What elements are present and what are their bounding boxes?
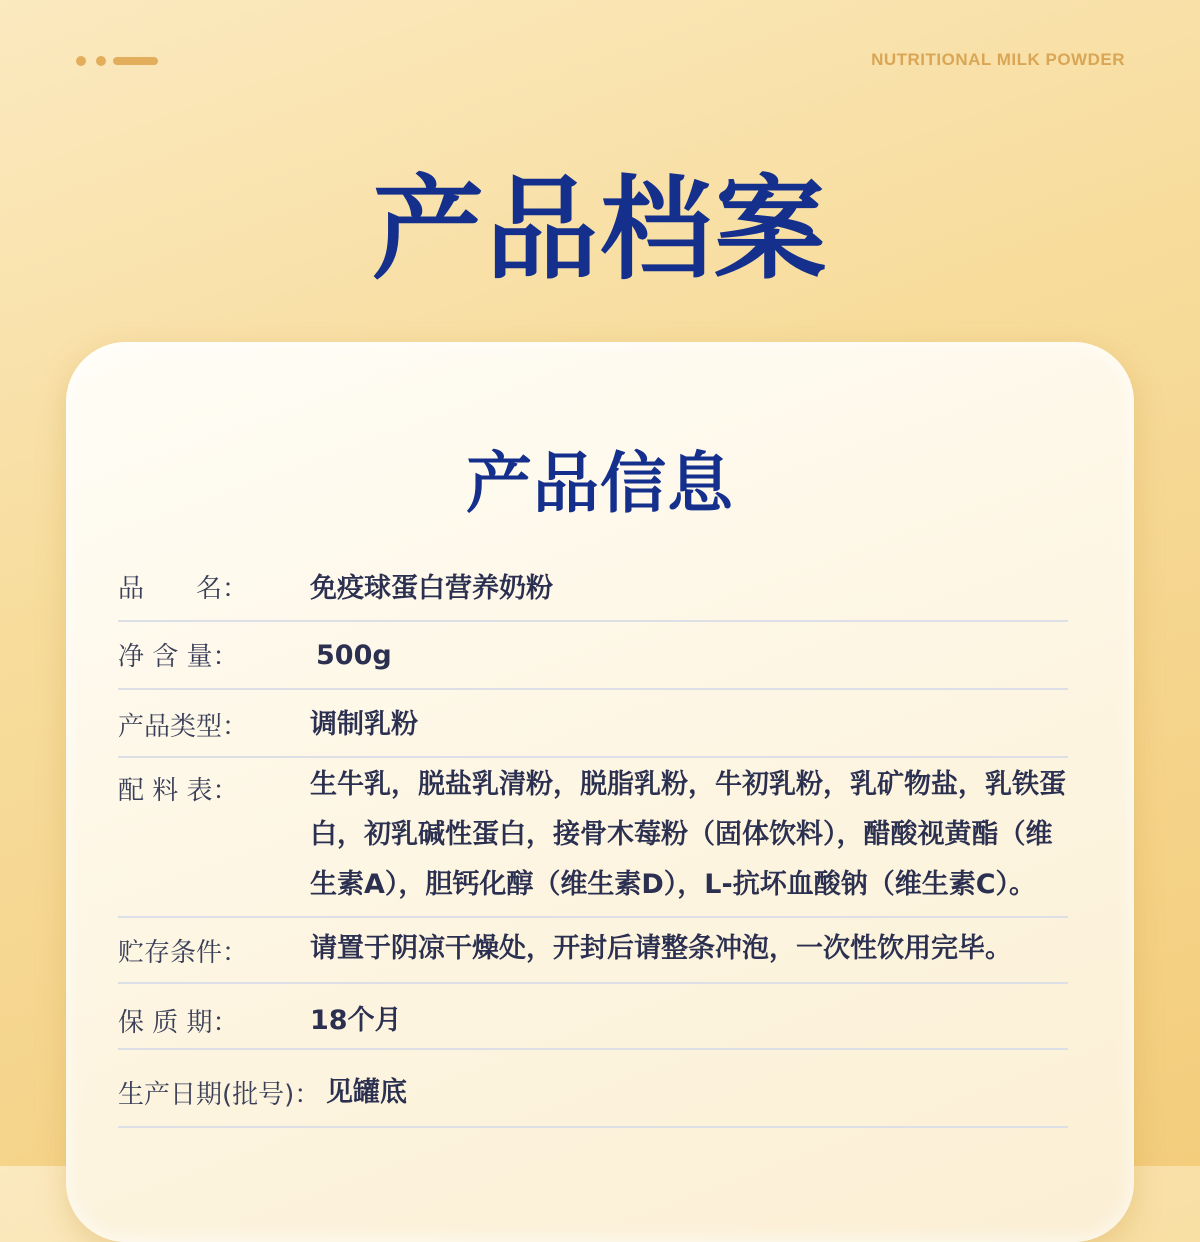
row-value: 18个月 (310, 1005, 402, 1036)
row-value: 见罐底 (326, 1077, 407, 1108)
row-value: 调制乳粉 (310, 709, 418, 740)
row-label: 产品类型： (118, 712, 249, 742)
info-row-production-date (118, 1050, 1068, 1128)
row-value: 500g (316, 640, 392, 671)
info-row-shelf-life (118, 984, 1068, 1050)
row-label: 贮存条件： (118, 938, 249, 968)
row-label: 配 料 表： (118, 776, 239, 806)
row-value: 请置于阴凉干燥处，开封后请整条冲泡，一次性饮用完毕。 (310, 933, 1012, 964)
page-title: 产品档案 (372, 165, 828, 295)
row-label: 品 名： (118, 574, 249, 604)
decor-dash (113, 57, 158, 65)
row-value: 免疫球蛋白营养奶粉 (310, 573, 553, 604)
info-row-storage (118, 918, 1068, 984)
info-row-net-weight (118, 622, 1068, 690)
row-label: 保 质 期： (118, 1008, 239, 1038)
row-label: 生产日期(批号)： (118, 1080, 321, 1110)
row-label: 净 含 量： (118, 642, 239, 672)
header-tagline: NUTRITIONAL MILK POWDER (871, 50, 1125, 69)
product-info-card (66, 342, 1134, 1242)
decor-dot (96, 56, 106, 66)
card-title: 产品信息 (466, 445, 734, 522)
info-row-name (118, 556, 1068, 622)
info-table (118, 556, 1068, 1128)
decor-dot (76, 56, 86, 66)
row-value: 生牛乳，脱盐乳清粉，脱脂乳粉，牛初乳粉，乳矿物盐，乳铁蛋白，初乳碱性蛋白，接骨木莓粉（固体饮料），醋酸视黄酯（维生素A），胆钙化醇（维生素D），L-抗坏血酸钠（维生素C）。 (310, 769, 1066, 900)
info-row-type (118, 690, 1068, 758)
info-row-ingredients (118, 758, 1068, 918)
